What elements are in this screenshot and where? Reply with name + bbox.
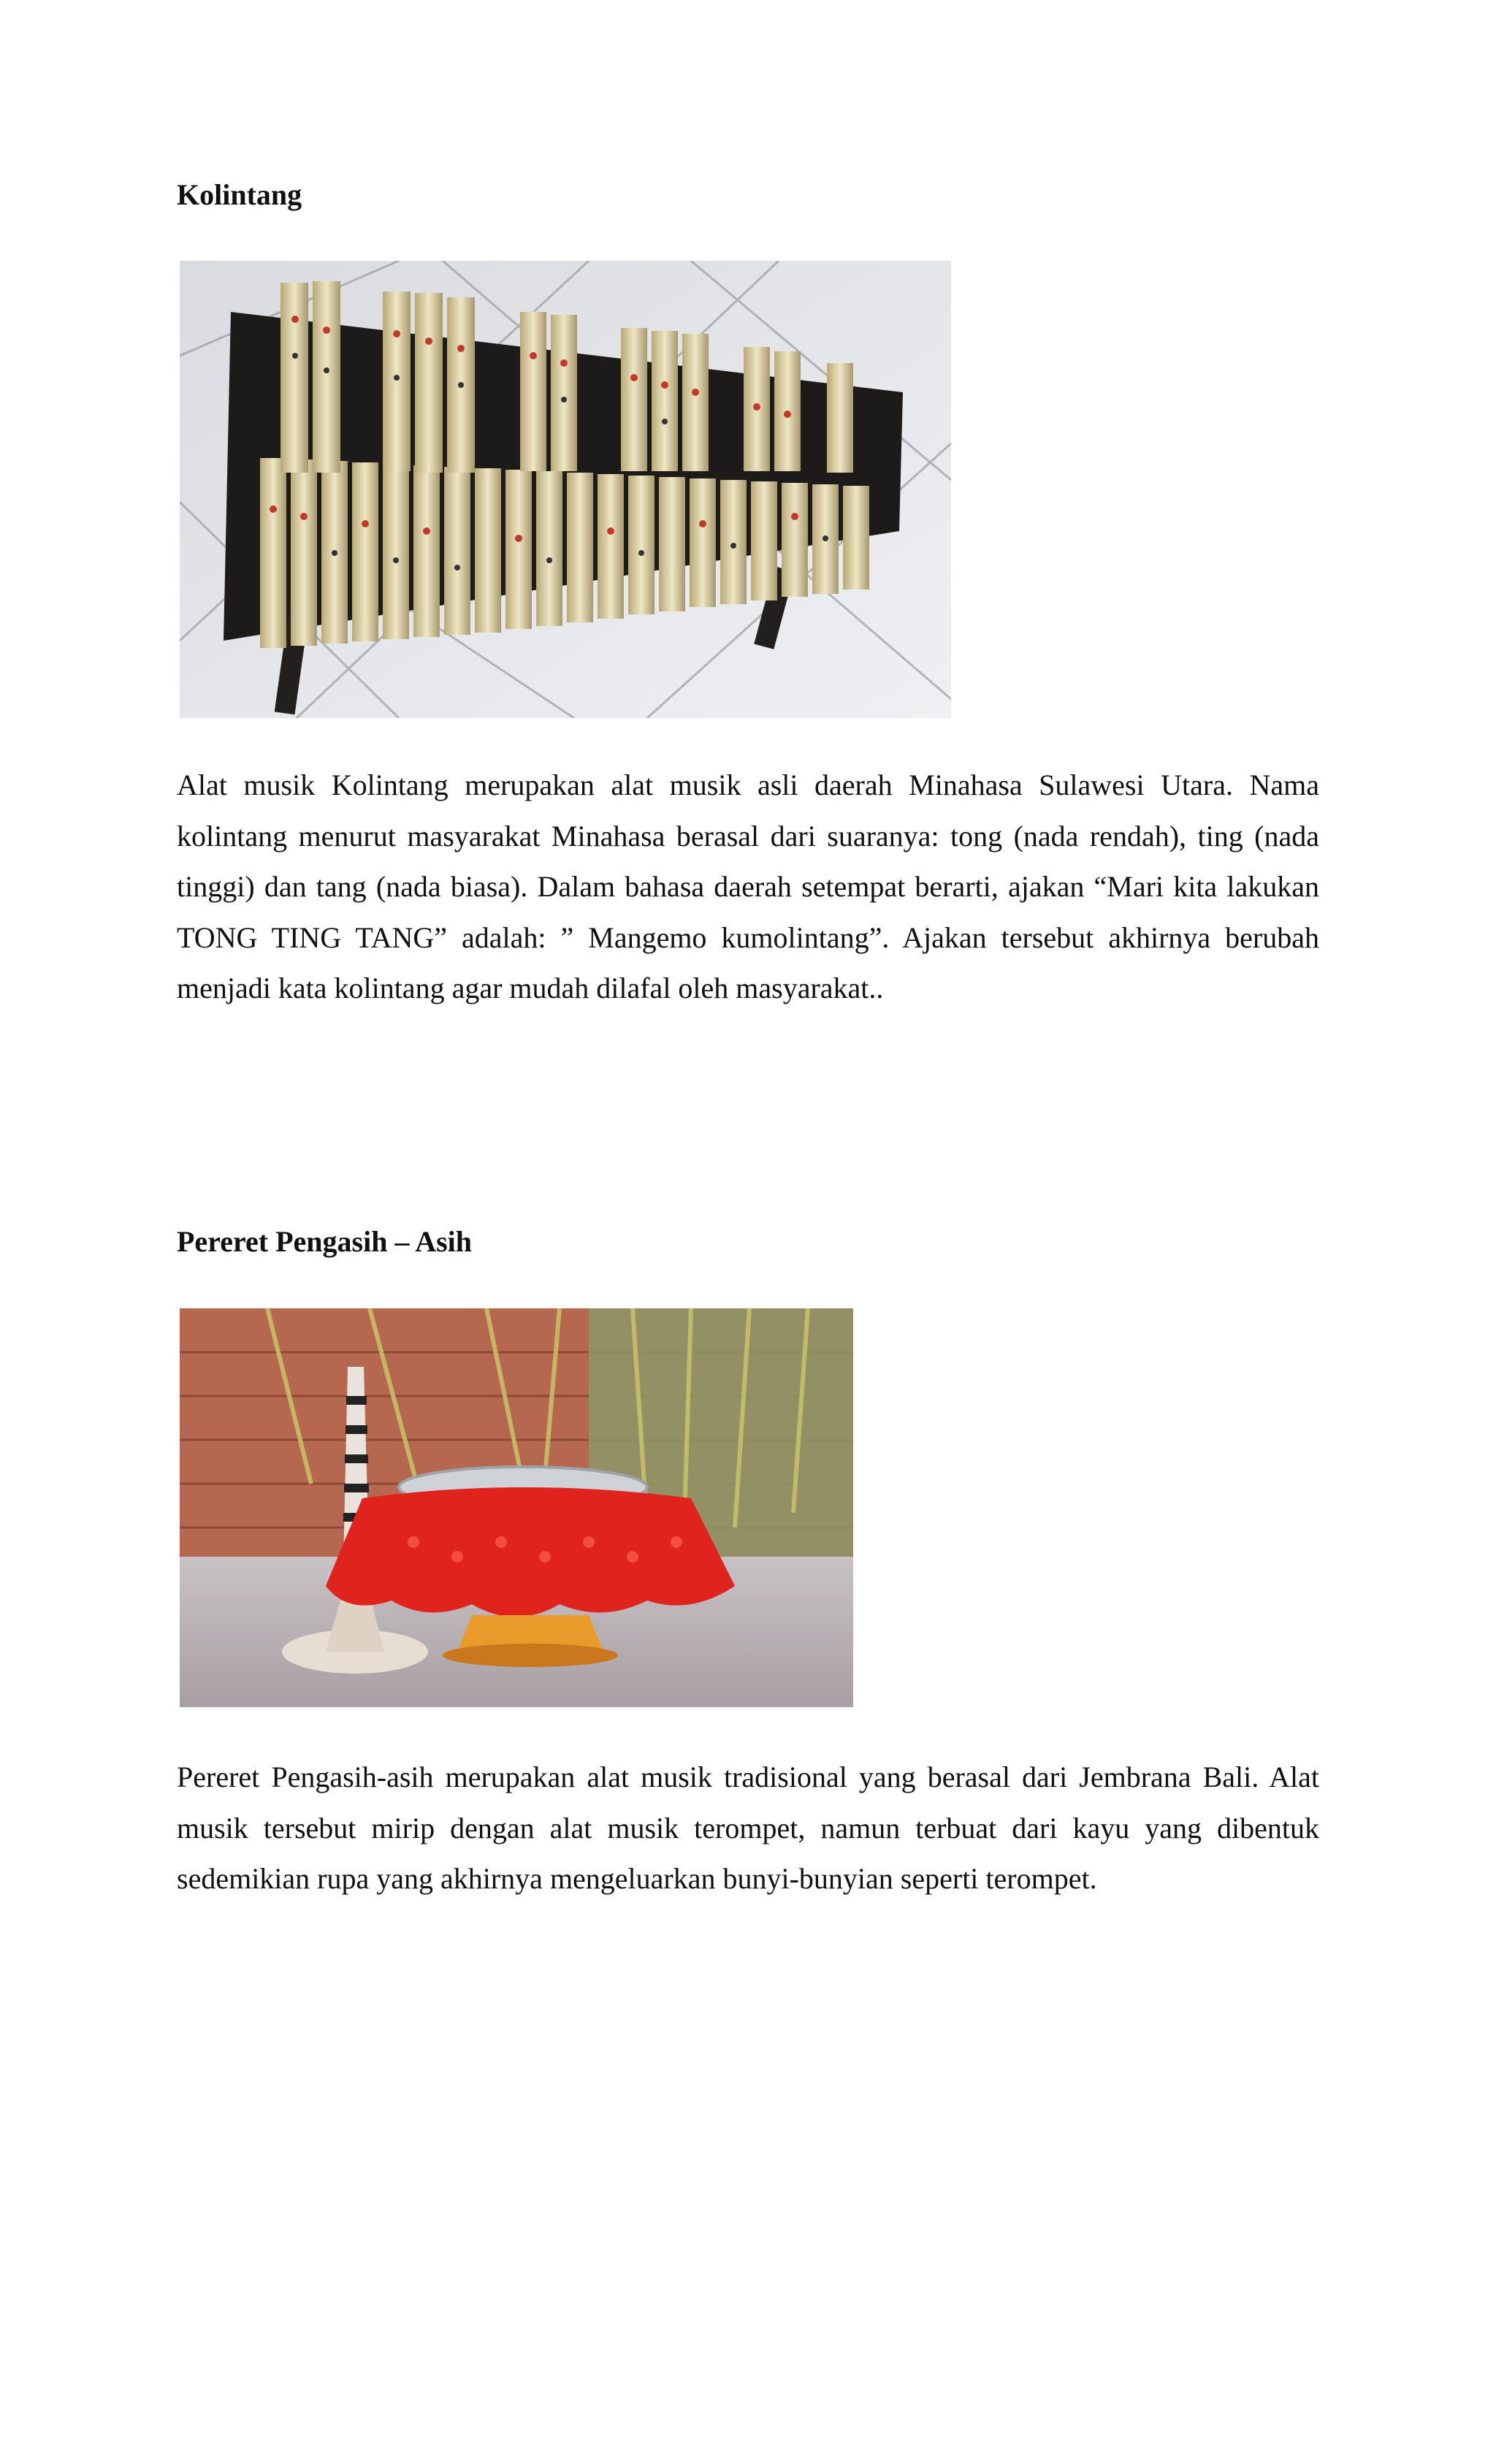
section-heading-pereret: Pereret Pengasih – Asih	[177, 1225, 473, 1258]
pereret-trumpet-icon	[180, 1308, 853, 1707]
pereret-description: Pereret Pengasih-asih merupakan alat musik tradisional yang berasal dari Jembrana Bali. Alat musik tersebut mirip dengan alat musik terompet, namun terbuat dari kayu yang dibentuk sedemikian rupa yang akhirnya mengeluarkan bunyi-bunyian seperti terompet.	[177, 1761, 1319, 1895]
kolintang-photo	[180, 261, 951, 718]
kolintang-description: Alat musik Kolintang merupakan alat musik asli daerah Minahasa Sulawesi Utara. Nama kolintang menurut masyarakat Minahasa berasal dari suaranya: tong (nada rendah), ting (nada tinggi) dan tang (nada biasa). Dalam bahasa daerah setempat berarti, ajakan “Mari kita lakukan TONG TING TANG” adalah: ” Mangemo kumolintang”. Ajakan tersebut akhirnya berubah menjadi kata kolintang agar mudah dilafal oleh masyarakat..	[177, 768, 1319, 1004]
pereret-photo	[180, 1308, 853, 1707]
section-heading-kolintang: Kolintang	[177, 178, 302, 211]
kolintang-xylophone-icon	[180, 261, 951, 718]
